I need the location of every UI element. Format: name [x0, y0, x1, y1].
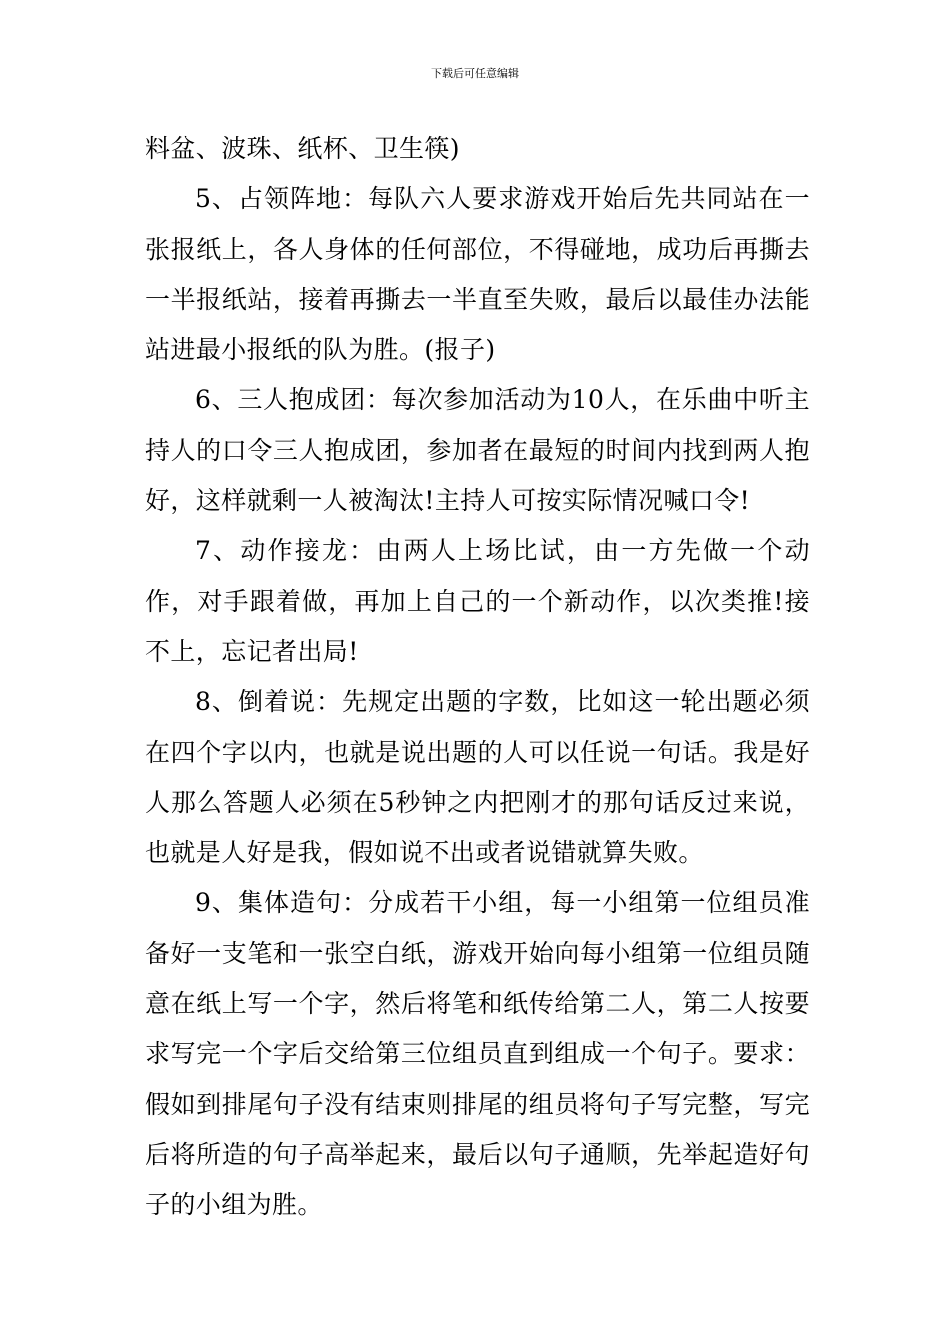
paragraph-item-7: 7、动作接龙：由两人上场比试，由一方先做一个动作，对手跟着做，再加上自己的一个新动作，以次类推!接不上，忘记者出局! — [145, 536, 810, 666]
paragraph-continuation: 料盆、波珠、纸杯、卫生筷) — [145, 134, 460, 163]
document-body — [145, 124, 810, 1231]
paragraph-item-9: 9、集体造句：分成若干小组，每一小组第一位组员准备好一支笔和一张空白纸，游戏开始向每小组第一位组员随意在纸上写一个字，然后将笔和纸传给第二人，第二人按要求写完一个字后交给第三位组员直到组成一个句子。要求：假如到排尾句子没有结束则排尾的组员将句子写完整，写完后将所造的句子高举起来，最后以句子通顺，先举起造好句子的小组为胜。 — [145, 888, 810, 1220]
paragraph-item-8: 8、倒着说：先规定出题的字数，比如这一轮出题必须在四个字以内，也就是说出题的人可以任说一句话。我是好人那么答题人必须在5秒钟之内把刚才的那句话反过来说，也就是人好是我，假如说不出或者说错就算失败。 — [145, 687, 810, 868]
page-header: 下载后可任意编辑 — [431, 67, 519, 80]
paragraph-item-5: 5、占领阵地：每队六人要求游戏开始后先共同站在一张报纸上，各人身体的任何部位，不得碰地，成功后再撕去一半报纸站，接着再撕去一半直至失败，最后以最佳办法能站进最小报纸的队为胜。(报子) — [145, 184, 810, 365]
paragraph-item-6: 6、三人抱成团：每次参加活动为10人，在乐曲中听主持人的口令三人抱成团，参加者在最短的时间内找到两人抱好，这样就剩一人被淘汰!主持人可按实际情况喊口令! — [145, 385, 810, 516]
